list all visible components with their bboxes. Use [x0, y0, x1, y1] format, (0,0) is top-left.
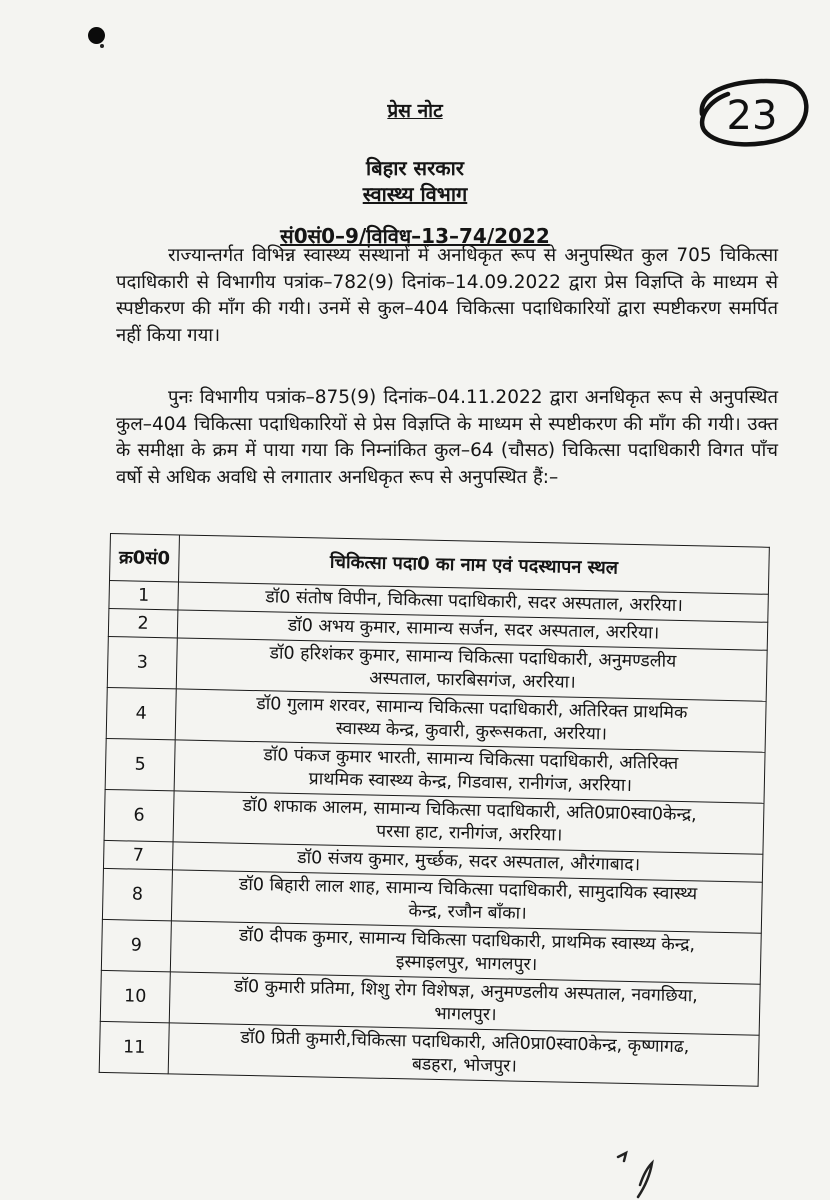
- ink-dot-small: [100, 44, 104, 48]
- doctor-details-line2: परसा हाट, रानीगंज, अररिया।: [375, 821, 563, 846]
- header-doctor-details: चिकित्सा पदा0 का नाम एवं पदस्थापन स्थल: [178, 535, 769, 594]
- serial-number: 5: [105, 738, 175, 790]
- serial-number: 6: [104, 789, 174, 841]
- doctor-details-line1: डॉ0 पंकज कुमार भारती, सामान्य चिकित्सा पदाधिकारी, अतिरिक्त: [263, 745, 679, 774]
- paragraph-1: राज्यान्तर्गत विभिन्न स्वास्थ्य संस्थानों में अनधिकृत रूप से अनुपस्थित कुल 705 चिकित्सा पदाधिकारी से विभागीय पत्रांक–782(9) दिनांक–14.09.2022 द्वारा प्रेस विज्ञप्ति के माध्यम से स्पष्टीकरण की माँग की गयी। उनमें से कुल–404 चिकित्सा पदाधिकारियों द्वारा स्पष्टीकरण समर्पित नहीं किया गया।: [116, 245, 778, 346]
- serial-number: 9: [101, 919, 171, 971]
- doctor-details-line1: डॉ0 शफाक आलम, सामान्य चिकित्सा पदाधिकारी, अति0प्रा0स्वा0केन्द्र,: [242, 795, 697, 826]
- paragraph-2: पुनः विभागीय पत्रांक–875(9) दिनांक–04.11.2022 द्वारा अनधिकृत रूप से अनुपस्थित कुल–404 चिकित्सा पदाधिकारियों से प्रेस विज्ञप्ति के माध्यम से स्पष्टीकरण की माँग की गयी। उक्त के समीक्षा के क्रम में पाया गया कि निम्नांकित कुल–64 (चौसठ) चिकित्सा पदाधिकारी विगत पाँच वर्षो से अधिक अवधि से लगातार अनधिकृत रूप से अनुपस्थित हैं:–: [116, 387, 778, 488]
- doctors-table: [99, 533, 770, 1087]
- doctor-details-line1: डॉ0 कुमारी प्रतिमा, शिशु रोग विशेषज्ञ, अनुमण्डलीय अस्पताल, नवगछिया,: [233, 976, 699, 1007]
- doctor-details-line2: प्राथमिक स्वास्थ्य केन्द्र, गिडवास, रानीगंज, अररिया।: [308, 769, 633, 796]
- doctor-details-line2: केन्द्र, रजौन बाँका।: [408, 901, 527, 924]
- doctor-details-line1: डॉ0 बिहारी लाल शाह, सामान्य चिकित्सा पदाधिकारी, सामुदायिक स्वास्थ्य: [238, 874, 698, 905]
- serial-number: 7: [103, 840, 173, 869]
- doctor-details-line2: भागलपुर।: [434, 1003, 497, 1026]
- ink-dot: [88, 27, 105, 44]
- serial-number: 2: [108, 608, 178, 637]
- doctor-details-line1: डॉ0 हरिशंकर कुमार, सामान्य चिकित्सा पदाधिकारी, अनुमण्डलीय: [269, 643, 677, 672]
- department-name: स्वास्थ्य विभाग: [362, 182, 468, 206]
- doctor-details-line2: बडहरा, भोजपुर।: [411, 1054, 518, 1077]
- serial-number: 8: [102, 868, 172, 920]
- serial-number: 1: [109, 581, 179, 610]
- serial-number: 11: [99, 1021, 169, 1073]
- doctor-details-line2: स्वास्थ्य केन्द्र, कुवारी, कुरूसकता, अररिया।: [335, 718, 608, 745]
- reference-number: सं0सं0–9/विविध–13–74/2022: [280, 224, 550, 248]
- doctor-details-line1: डॉ0 संजय कुमार, मुर्च्छक, सदर अस्पताल, औरंगाबाद।: [297, 847, 641, 876]
- serial-number: 4: [106, 687, 176, 739]
- doctor-details-line1: डॉ0 अभय कुमार, सामान्य सर्जन, सदर अस्पताल, अररिया।: [287, 615, 660, 644]
- press-note-title: प्रेस नोट: [387, 100, 443, 122]
- doctor-details-line1: डॉ0 संतोष विपीन, चिकित्सा पदाधिकारी, सदर अस्पताल, अररिया।: [265, 587, 684, 617]
- doctor-details-line2: इस्माइलपुर, भागलपुर।: [395, 952, 538, 976]
- doctor-details-line1: डॉ0 प्रिती कुमारी,चिकित्सा पदाधिकारी, अति0प्रा0स्वा0केन्द्र, कृष्णागढ,: [240, 1027, 690, 1058]
- handwritten-mark: [600, 1145, 680, 1200]
- doctor-details-line1: डॉ0 दीपक कुमार, सामान्य चिकित्सा पदाधिकारी, प्राथमिक स्वास्थ्य केन्द्र,: [238, 925, 696, 956]
- header-serial: क्र0सं0: [110, 534, 180, 582]
- doctor-details-line2: अस्पताल, फारबिसगंज, अररिया।: [368, 668, 577, 693]
- doctor-details-line1: डॉ0 गुलाम शरवर, सामान्य चिकित्सा पदाधिकारी, अतिरिक्त प्राथमिक: [256, 694, 688, 724]
- government-name: बिहार सरकार: [366, 156, 464, 180]
- page-number: 23: [726, 93, 778, 139]
- serial-number: 3: [107, 636, 177, 688]
- serial-number: 10: [100, 970, 170, 1022]
